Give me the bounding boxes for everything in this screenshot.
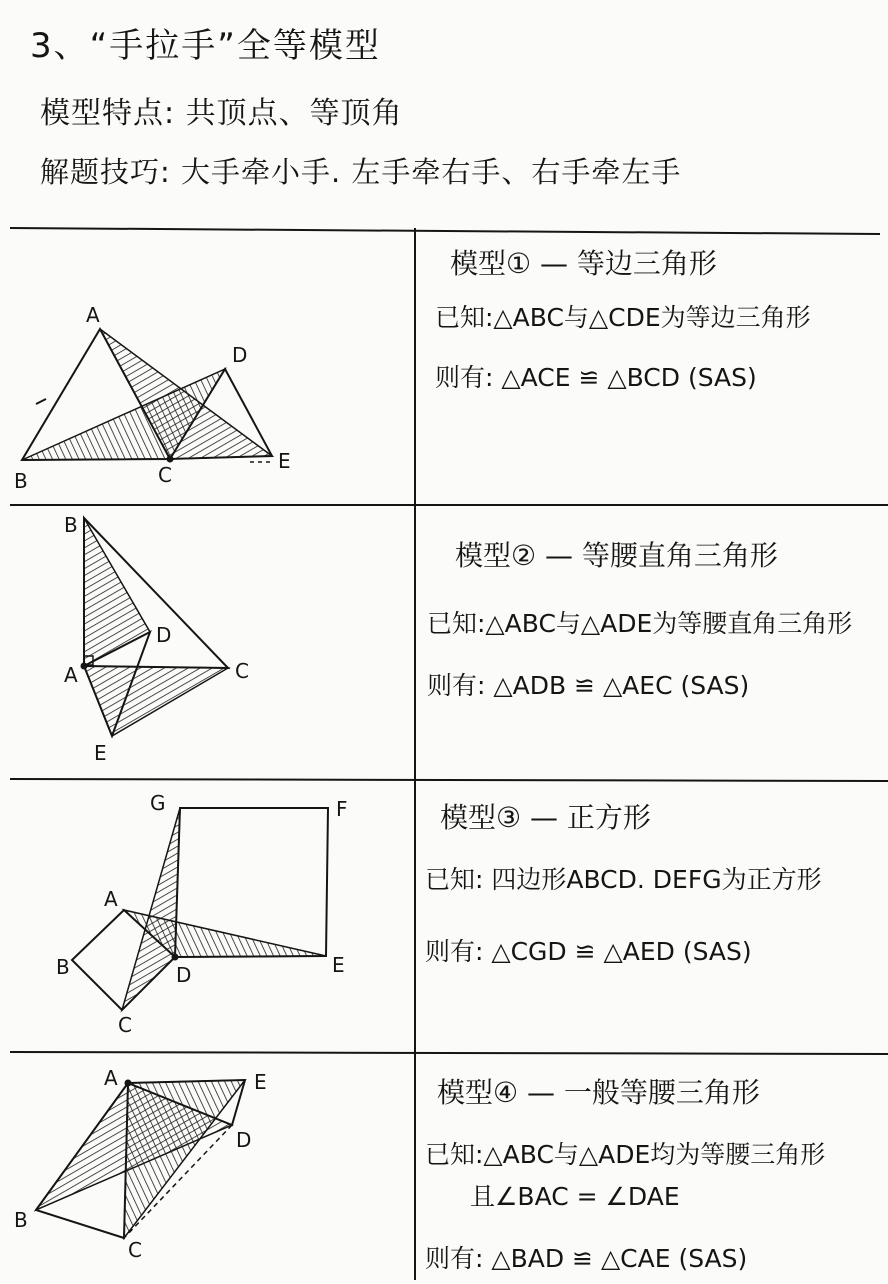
label-a: A — [104, 1066, 118, 1090]
label-d: D — [232, 343, 248, 367]
label-b: B — [14, 469, 28, 493]
model-1-known: 已知:△ABC与△CDE为等边三角形 — [435, 303, 811, 332]
label-e: E — [254, 1070, 267, 1094]
label-a: A — [104, 887, 118, 911]
page-title: 3、“手拉手”全等模型 — [30, 26, 381, 66]
label-d: D — [236, 1128, 252, 1152]
features-label: 模型特点: — [40, 96, 176, 131]
model-1-figure — [0, 234, 412, 504]
model-3-figure — [0, 782, 412, 1052]
model-1-text — [425, 234, 885, 504]
model-3-text — [425, 782, 885, 1052]
model-2-then: 则有: △ADB ≌ △AEC (SAS) — [427, 671, 750, 700]
model-4-text — [425, 1055, 885, 1280]
label-c: C — [118, 1013, 132, 1037]
model-4-figure — [0, 1055, 412, 1280]
label-a: A — [64, 663, 78, 687]
label-e: E — [332, 953, 345, 977]
model-4-then: 则有: △BAD ≌ △CAE (SAS) — [425, 1244, 748, 1273]
model-4-known-angle: 且∠BAC = ∠DAE — [470, 1182, 680, 1211]
model-2-text — [425, 506, 885, 778]
model-2-known: 已知:△ABC与△ADE为等腰直角三角形 — [427, 609, 853, 638]
tips-value: 大手牵小手. 左手牵右手、右手牵左手 — [181, 155, 682, 189]
model-1-then: 则有: △ACE ≌ △BCD (SAS) — [435, 363, 757, 392]
label-b: B — [64, 513, 78, 537]
label-e: E — [278, 449, 291, 473]
label-e: E — [94, 741, 107, 765]
model-4-known: 已知:△ABC与△ADE均为等腰三角形 — [425, 1140, 826, 1169]
label-b: B — [14, 1208, 28, 1232]
label-f: F — [336, 797, 348, 821]
model-3-then: 则有: △CGD ≌ △AED (SAS) — [425, 937, 752, 966]
label-b: B — [56, 955, 70, 979]
label-c: C — [128, 1238, 142, 1262]
label-d: D — [156, 623, 172, 647]
label-c: C — [158, 463, 172, 487]
model-2-title: 模型② — 等腰直角三角形 — [455, 539, 778, 572]
model-3-known: 已知: 四边形ABCD. DEFG为正方形 — [425, 865, 822, 894]
label-d: D — [176, 963, 192, 987]
model-1-title: 模型① — 等边三角形 — [450, 247, 717, 280]
features-value: 共顶点、等顶角 — [185, 96, 403, 131]
model-4-title: 模型④ — 一般等腰三角形 — [437, 1076, 760, 1109]
model-2-figure — [0, 506, 412, 778]
model-3-title: 模型③ — 正方形 — [440, 801, 651, 834]
label-c: C — [235, 659, 249, 683]
label-g: G — [150, 791, 166, 815]
tips-label: 解题技巧: — [40, 155, 171, 189]
label-a: A — [86, 303, 100, 327]
